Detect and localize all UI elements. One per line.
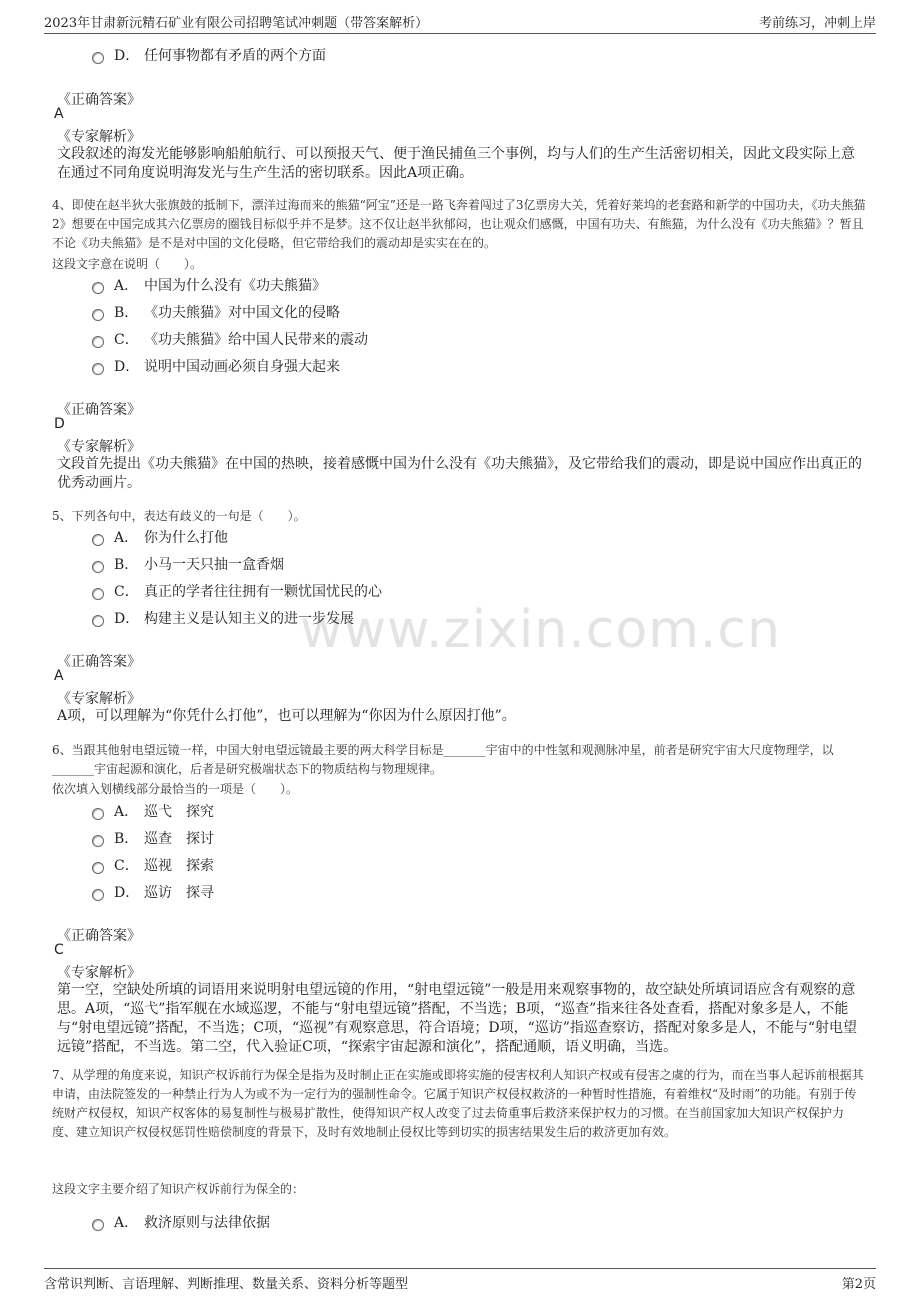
option-text: 任何事物都有矛盾的两个方面 xyxy=(144,48,326,64)
option-text: 救济原则与法律依据 xyxy=(144,1215,270,1231)
radio-icon[interactable] xyxy=(92,862,104,874)
q4-analysis-label: 《专家解析》 xyxy=(57,439,141,455)
option-letter: A． xyxy=(114,530,139,546)
q5-answer: A xyxy=(54,668,64,684)
q6-option-a[interactable] xyxy=(92,800,214,822)
option-text: 《功夫熊猫》给中国人民带来的震动 xyxy=(144,332,368,348)
option-text: 真正的学者往往拥有一颗忧国忧民的心 xyxy=(144,584,382,600)
q6-analysis: 第一空，空缺处所填的词语用来说明射电望远镜的作用，“射电望远镜”一般是用来观察事物的，故空缺处所填词语应含有观察的意思。A项，“巡弋”指军舰在水域巡逻，不能与“射电望远镜”搭配，不当选；B项，“巡查”指来往各处查看，搭配对象多是人，不能与“射电望远镜”搭配，不当选；C项，“巡视”有观察意思，符合语境；D项，“巡访”指巡查察访，搭配对象多是人，不能与“射电望远镜”搭配，不当选。第二空，代入验证C项，“探索宇宙起源和演化”，搭配通顺，语义明确，当选。 xyxy=(57,982,858,1055)
q5-option-c[interactable] xyxy=(92,580,382,602)
q6-answer: C xyxy=(54,942,64,958)
q6-option-c[interactable] xyxy=(92,854,214,876)
q4-analysis: 文段首先提出《功夫熊猫》在中国的热映，接着感慨中国为什么没有《功夫熊猫》，及它带给我们的震动，即是说中国应作出真正的优秀动画片。 xyxy=(57,456,862,491)
header-title: 2023年甘肃新沅精石矿业有限公司招聘笔试冲刺题（带答案解析） xyxy=(44,16,429,31)
q5-correct-label: 《正确答案》 xyxy=(57,654,141,670)
q7-stem: 7、从学理的角度来说，知识产权诉前行为保全是指为及时制止正在实施或即将实施的侵害权利人知识产权或有侵害之虞的行为，而在当事人起诉前根据其申请，由法院签发的一种禁止行为人为或不为一定行为的强制性命令。它属于知识产权侵权救济的一种暂时性措施，有着维权“及时雨”的功能。有别于传统财产权侵权，知识产权客体的易复制性与极易扩散性，使得知识产权人改变了过去倚重事后救济来保护权力的习惯。在当前国家加大知识产权保护力度、建立知识产权侵权惩罚性赔偿制度的背景下，及时有效地制止侵权比等到切实的损害结果发生后的救济更加有效。 xyxy=(52,1068,864,1139)
q6-option-b[interactable] xyxy=(92,827,214,849)
option-letter: C． xyxy=(114,584,139,600)
q4-option-b[interactable] xyxy=(92,301,340,323)
option-letter: A． xyxy=(114,1215,139,1231)
q5-analysis: A项，可以理解为“你凭什么打他”，也可以理解为“你因为什么原因打他”。 xyxy=(57,708,516,724)
option-text: 《功夫熊猫》对中国文化的侵略 xyxy=(144,305,340,321)
q6-option-d[interactable] xyxy=(92,881,214,903)
q3-option-d[interactable] xyxy=(92,44,326,66)
radio-icon[interactable] xyxy=(92,282,104,294)
q6-prompt: 依次填入划横线部分最恰当的一项是（ ）。 xyxy=(52,782,299,796)
page-number: 第2页 xyxy=(841,1277,876,1292)
q6-analysis-label: 《专家解析》 xyxy=(57,965,141,981)
radio-icon[interactable] xyxy=(92,808,104,820)
q3-correct-label: 《正确答案》 xyxy=(57,92,141,108)
radio-icon[interactable] xyxy=(92,309,104,321)
option-text: 巡查 探讨 xyxy=(144,831,214,847)
option-letter: D． xyxy=(114,611,140,627)
q4-prompt: 这段文字意在说明（ ）。 xyxy=(52,257,203,271)
option-letter: C． xyxy=(114,332,139,348)
option-letter: B． xyxy=(114,305,139,321)
radio-icon[interactable] xyxy=(92,561,104,573)
page-footer xyxy=(44,1268,876,1292)
q7-prompt: 这段文字主要介绍了知识产权诉前行为保全的： xyxy=(52,1182,305,1196)
option-letter: D． xyxy=(114,48,140,64)
q5-stem: 5、下列各句中，表达有歧义的一句是（ ）。 xyxy=(52,509,306,523)
option-letter: A． xyxy=(114,278,139,294)
q3-answer: A xyxy=(54,106,64,122)
option-text: 巡弋 探究 xyxy=(144,804,214,820)
q7-option-a[interactable] xyxy=(92,1211,270,1233)
option-text: 说明中国动画必须自身强大起来 xyxy=(144,359,340,375)
q4-option-d[interactable] xyxy=(92,355,340,377)
q6-stem: 6、当跟其他射电望远镜一样，中国大射电望远镜最主要的两大科学目标是_______宇宙中的中性氢和观测脉冲星，前者是研究宇宙大尺度物理学，以_______宇宙起源和演化，后者是研究极端状态下的物质结构与物理规律。 xyxy=(52,743,834,776)
option-letter: B． xyxy=(114,831,139,847)
option-letter: A． xyxy=(114,804,139,820)
radio-icon[interactable] xyxy=(92,588,104,600)
option-text: 小马一天只抽一盒香烟 xyxy=(144,557,284,573)
q3-analysis-label: 《专家解析》 xyxy=(57,129,141,145)
q3-analysis: 文段叙述的海发光能够影响船舶航行、可以预报天气、便于渔民捕鱼三个事例，均与人们的生产生活密切相关，因此文段实际上意在通过不同角度说明海发光与生产生活的密切联系。因此A项正确。 xyxy=(57,146,855,181)
option-letter: D． xyxy=(114,885,140,901)
radio-icon[interactable] xyxy=(92,363,104,375)
radio-icon[interactable] xyxy=(92,336,104,348)
q4-stem: 4、即使在赵半狄大张旗鼓的抵制下，漂洋过海而来的熊猫“阿宝”还是一路飞奔着闯过了3亿票房大关，凭着好莱坞的老套路和新学的中国功夫，《功夫熊猫2》想要在中国完成其六亿票房的圈钱目标似乎并不是梦。这不仅让赵半狄郁闷，也让观众们感慨，中国有功夫、有熊猫，为什么没有《功夫熊猫》？暂且不论《功夫熊猫》是不是对中国的文化侵略，但它带给我们的震动却是实实在在的。 xyxy=(52,198,866,250)
radio-icon[interactable] xyxy=(92,52,104,64)
q5-analysis-label: 《专家解析》 xyxy=(57,691,141,707)
q4-correct-label: 《正确答案》 xyxy=(57,402,141,418)
radio-icon[interactable] xyxy=(92,835,104,847)
q5-option-d[interactable] xyxy=(92,607,354,629)
option-letter: C． xyxy=(114,858,139,874)
q4-answer: D xyxy=(54,416,65,432)
option-letter: B． xyxy=(114,557,139,573)
q5-option-a[interactable] xyxy=(92,526,228,548)
q6-correct-label: 《正确答案》 xyxy=(57,928,141,944)
q4-option-c[interactable] xyxy=(92,328,368,350)
option-text: 巡视 探索 xyxy=(144,858,214,874)
q4-option-a[interactable] xyxy=(92,274,326,296)
radio-icon[interactable] xyxy=(92,1219,104,1231)
watermark: www.zixin.com.cn xyxy=(300,600,781,660)
option-text: 构建主义是认知主义的进一步发展 xyxy=(144,611,354,627)
q5-option-b[interactable] xyxy=(92,553,284,575)
option-text: 巡访 探寻 xyxy=(144,885,214,901)
footer-topics: 含常识判断、言语理解、判断推理、数量关系、资料分析等题型 xyxy=(44,1277,409,1292)
radio-icon[interactable] xyxy=(92,534,104,546)
option-text: 中国为什么没有《功夫熊猫》 xyxy=(144,278,326,294)
option-letter: D． xyxy=(114,359,140,375)
radio-icon[interactable] xyxy=(92,889,104,901)
radio-icon[interactable] xyxy=(92,615,104,627)
option-text: 你为什么打他 xyxy=(144,530,228,546)
header-slogan: 考前练习，冲刺上岸 xyxy=(758,16,876,31)
